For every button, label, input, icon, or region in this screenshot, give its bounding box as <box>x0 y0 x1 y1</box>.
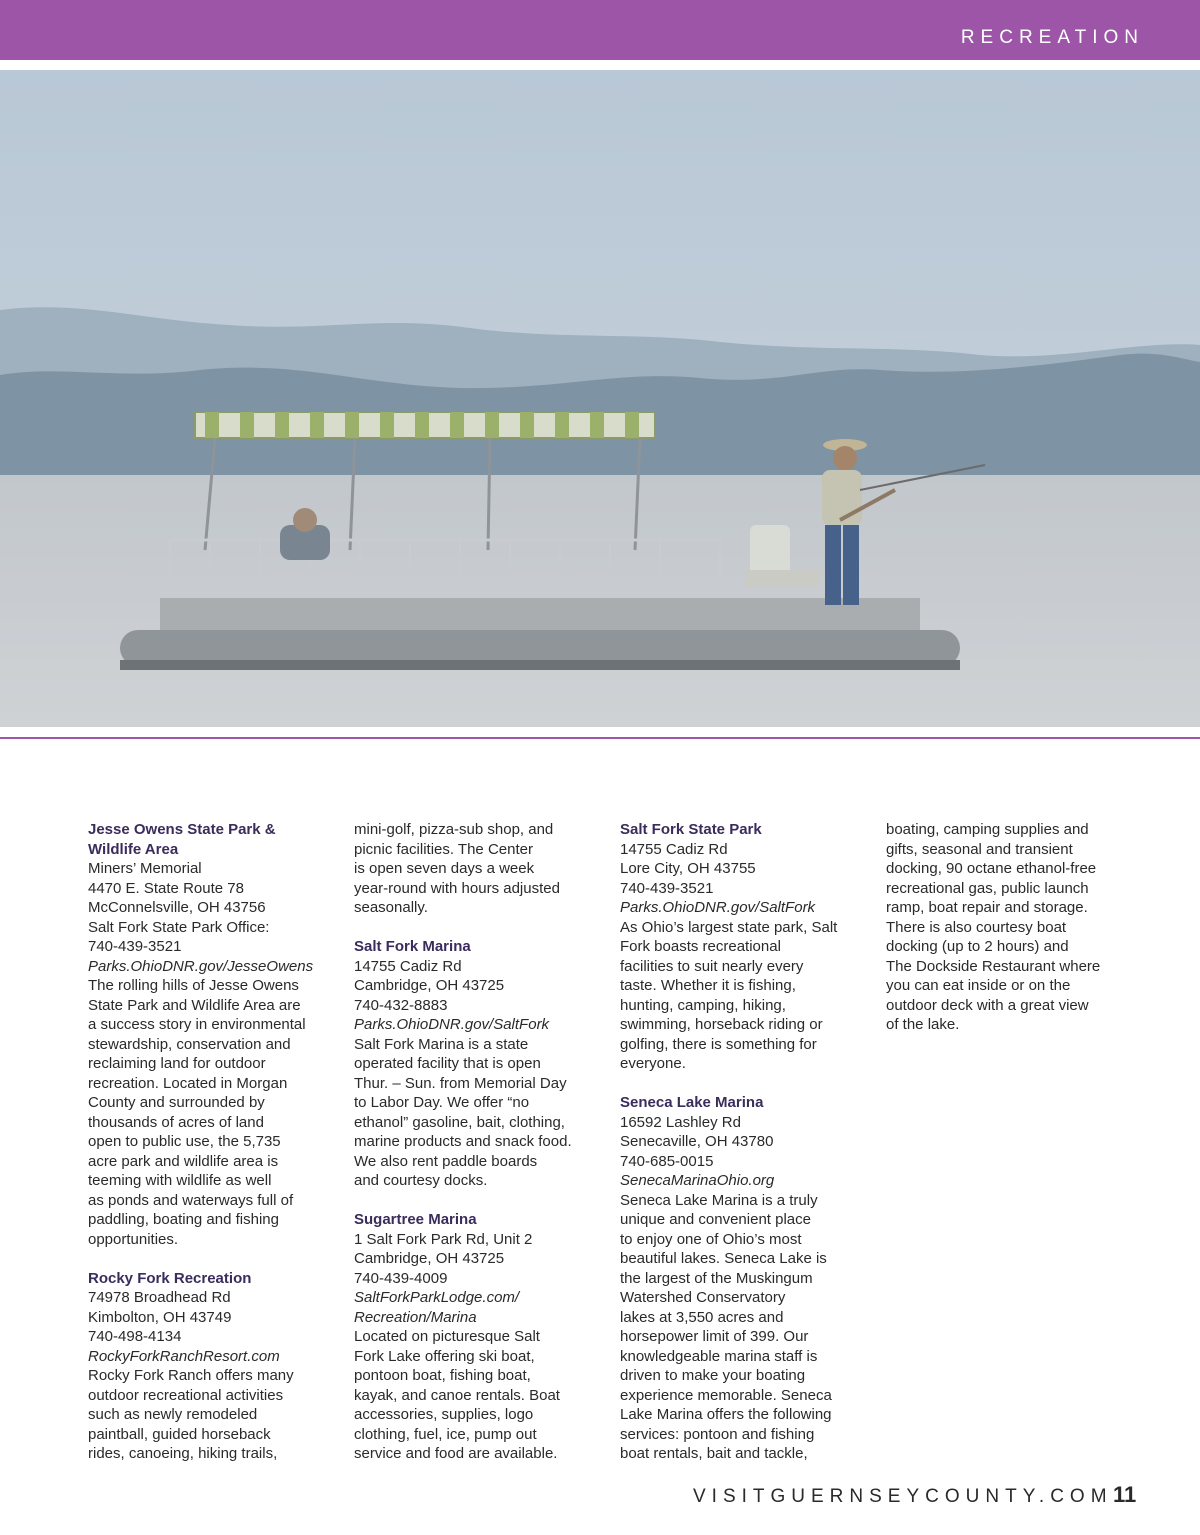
listing-description: services: pontoon and fishing <box>620 1425 815 1443</box>
listing-title: Rocky Fork Recreation <box>88 1269 252 1287</box>
listing-description: teeming with wildlife as well <box>88 1172 272 1189</box>
listing-description: As Ohio’s largest state park, Salt <box>620 918 838 936</box>
listing-description: Fork boasts recreational <box>620 938 781 955</box>
listing-url[interactable]: Parks.OhioDNR.gov/SaltFork <box>354 1016 550 1033</box>
column-3 <box>620 820 870 1483</box>
listing-description: service and food are available. <box>354 1445 558 1462</box>
listing-description: to Labor Day. We offer “no <box>354 1094 530 1111</box>
listing-title: Sugartree Marina <box>354 1211 477 1228</box>
listing-title: Wildlife Area <box>88 840 179 858</box>
listing-description: reclaiming land for outdoor <box>88 1055 266 1072</box>
listing-phone: 740-439-3521 <box>620 879 714 897</box>
listing-description: mini-golf, pizza-sub shop, and <box>354 821 554 838</box>
listing-description: lakes at 3,550 acres and <box>620 1308 784 1326</box>
listing-description: acre park and wildlife area is <box>88 1152 279 1170</box>
listing-description: Fork Lake offering ski boat, <box>354 1347 535 1365</box>
listing-description: Seneca Lake Marina is a truly <box>620 1191 818 1209</box>
listing-description: Lake Marina offers the following <box>620 1406 832 1423</box>
column-2 <box>354 820 604 1483</box>
footer-website[interactable]: VISITGUERNSEYCOUNTY.COM <box>693 1486 1113 1507</box>
listing-address: 1 Salt Fork Park Rd, Unit 2 <box>354 1230 533 1248</box>
listing-description: stewardship, conservation and <box>88 1035 291 1053</box>
listing-description: Located on picturesque Salt <box>354 1328 540 1345</box>
listing-description: accessories, supplies, logo <box>354 1406 534 1423</box>
listing-description: year-round with hours adjusted <box>354 879 560 897</box>
listing-description: gifts, seasonal and transient <box>886 840 1073 858</box>
listing-description: pontoon boat, fishing boat, <box>354 1367 531 1384</box>
listing-description: hunting, camping, hiking, <box>620 996 786 1014</box>
listing-description: The Dockside Restaurant where <box>886 957 1101 975</box>
listing-description: open to public use, the 5,735 <box>88 1133 281 1150</box>
listing-salt-fork-marina <box>354 937 604 1191</box>
column-4 <box>886 820 1136 1054</box>
listing-url[interactable]: RockyForkRanchResort.com <box>88 1347 280 1365</box>
listing-phone: 740-439-3521 <box>88 938 182 955</box>
listing-description: to enjoy one of Ohio’s most <box>620 1230 802 1248</box>
listing-description: horsepower limit of 399. Our <box>620 1328 809 1345</box>
listing-description: recreation. Located in Morgan <box>88 1074 288 1092</box>
listing-title: Salt Fork Marina <box>354 938 471 955</box>
listing-description: Watershed Conservatory <box>620 1289 786 1306</box>
listing-description: State Park and Wildlife Area are <box>88 996 301 1014</box>
listing-city: Senecaville, OH 43780 <box>620 1133 774 1150</box>
listing-seneca-continued <box>886 820 1136 1035</box>
page-number: 11 <box>1113 1482 1137 1507</box>
listing-description: is open seven days a week <box>354 860 535 877</box>
listing-description: rides, canoeing, hiking trails, <box>88 1445 278 1462</box>
listing-city: Kimbolton, OH 43749 <box>88 1308 232 1326</box>
listing-phone: 740-439-4009 <box>354 1269 448 1287</box>
listing-description: docking (up to 2 hours) and <box>886 938 1069 955</box>
listing-jesse-owens <box>88 820 338 1249</box>
listing-description: recreational gas, public launch <box>886 879 1089 897</box>
listing-description: County and surrounded by <box>88 1094 265 1111</box>
lake-boat-photo <box>0 70 1200 727</box>
listing-description: thousands of acres of land <box>88 1113 264 1131</box>
listing-description: kayak, and canoe rentals. Boat <box>354 1386 560 1404</box>
column-1 <box>88 820 338 1483</box>
listing-description: everyone. <box>620 1055 686 1072</box>
listing-seneca-lake-marina <box>620 1093 870 1464</box>
listing-url[interactable]: Recreation/Marina <box>354 1308 477 1326</box>
listing-description: boating, camping supplies and <box>886 821 1089 838</box>
listing-description: There is also courtesy boat <box>886 918 1067 936</box>
listing-url[interactable]: Parks.OhioDNR.gov/JesseOwens <box>88 957 314 975</box>
listing-description: outdoor deck with a great view <box>886 996 1089 1014</box>
listing-description: operated facility that is open <box>354 1055 541 1072</box>
listing-salt-fork-state-park <box>620 820 870 1074</box>
listing-description: beautiful lakes. Seneca Lake is <box>620 1250 827 1267</box>
listing-description: ramp, boat repair and storage. <box>886 899 1088 916</box>
listing-rocky-fork <box>88 1269 338 1464</box>
listing-url[interactable]: SenecaMarinaOhio.org <box>620 1172 775 1189</box>
listing-description: swimming, horseback riding or <box>620 1016 823 1033</box>
listing-description: experience memorable. Seneca <box>620 1386 832 1404</box>
section-label: RECREATION <box>960 27 1144 48</box>
listing-line: Miners’ Memorial <box>88 860 202 877</box>
listing-description: paddling, boating and fishing <box>88 1211 279 1228</box>
listing-description: marine products and snack food. <box>354 1133 572 1150</box>
listing-description: a success story in environmental <box>88 1016 306 1033</box>
listing-url[interactable]: SaltForkParkLodge.com/ <box>354 1289 520 1306</box>
listing-phone: 740-685-0015 <box>620 1152 714 1170</box>
listing-line: Salt Fork State Park Office: <box>88 918 270 936</box>
listing-description: boat rentals, bait and tackle, <box>620 1445 808 1462</box>
listing-description: clothing, fuel, ice, pump out <box>354 1425 537 1443</box>
listing-rocky-fork-continued <box>354 820 604 918</box>
listing-title: Seneca Lake Marina <box>620 1094 764 1111</box>
listing-description: taste. Whether it is fishing, <box>620 977 796 994</box>
listing-title: Salt Fork State Park <box>620 821 762 838</box>
listing-description: The rolling hills of Jesse Owens <box>88 977 299 994</box>
listing-city: McConnelsville, OH 43756 <box>88 899 266 916</box>
listing-city: Lore City, OH 43755 <box>620 860 756 877</box>
listing-description: unique and convenient place <box>620 1211 811 1228</box>
listing-description: facilities to suit nearly every <box>620 957 804 975</box>
listing-sugartree-marina <box>354 1210 604 1464</box>
listing-description: such as newly remodeled <box>88 1406 258 1423</box>
listing-description: the largest of the Muskingum <box>620 1269 813 1287</box>
listing-description: picnic facilities. The Center <box>354 840 533 858</box>
listing-description: ethanol” gasoline, bait, clothing, <box>354 1113 565 1131</box>
listing-description: Salt Fork Marina is a state <box>354 1035 529 1053</box>
listing-address: 4470 E. State Route 78 <box>88 879 244 897</box>
listing-description: outdoor recreational activities <box>88 1386 284 1404</box>
listing-description: you can eat inside or on the <box>886 977 1071 994</box>
listing-description: opportunities. <box>88 1230 179 1248</box>
listing-description: docking, 90 octane ethanol-free <box>886 860 1097 877</box>
listing-city: Cambridge, OH 43725 <box>354 1250 505 1267</box>
listing-phone: 740-498-4134 <box>88 1328 182 1345</box>
listing-description: paintball, guided horseback <box>88 1425 271 1443</box>
listing-title: Jesse Owens State Park & <box>88 821 276 838</box>
listing-url[interactable]: Parks.OhioDNR.gov/SaltFork <box>620 899 816 916</box>
listing-description: seasonally. <box>354 899 428 916</box>
listing-description: Rocky Fork Ranch offers many <box>88 1367 294 1384</box>
listing-description: Thur. – Sun. from Memorial Day <box>354 1074 567 1092</box>
listing-description: as ponds and waterways full of <box>88 1191 294 1209</box>
listing-description: We also rent paddle boards <box>354 1152 538 1170</box>
listing-address: 16592 Lashley Rd <box>620 1113 741 1131</box>
section-divider <box>0 737 1200 739</box>
listing-address: 74978 Broadhead Rd <box>88 1289 231 1306</box>
listing-address: 14755 Cadiz Rd <box>354 957 462 975</box>
listing-address: 14755 Cadiz Rd <box>620 840 728 858</box>
listing-description: golfing, there is something for <box>620 1035 817 1053</box>
listing-city: Cambridge, OH 43725 <box>354 977 505 994</box>
listing-phone: 740-432-8883 <box>354 996 448 1014</box>
listing-description: and courtesy docks. <box>354 1172 488 1189</box>
listing-description: knowledgeable marina staff is <box>620 1347 818 1365</box>
listing-description: driven to make your boating <box>620 1367 806 1384</box>
listing-description: of the lake. <box>886 1016 960 1033</box>
